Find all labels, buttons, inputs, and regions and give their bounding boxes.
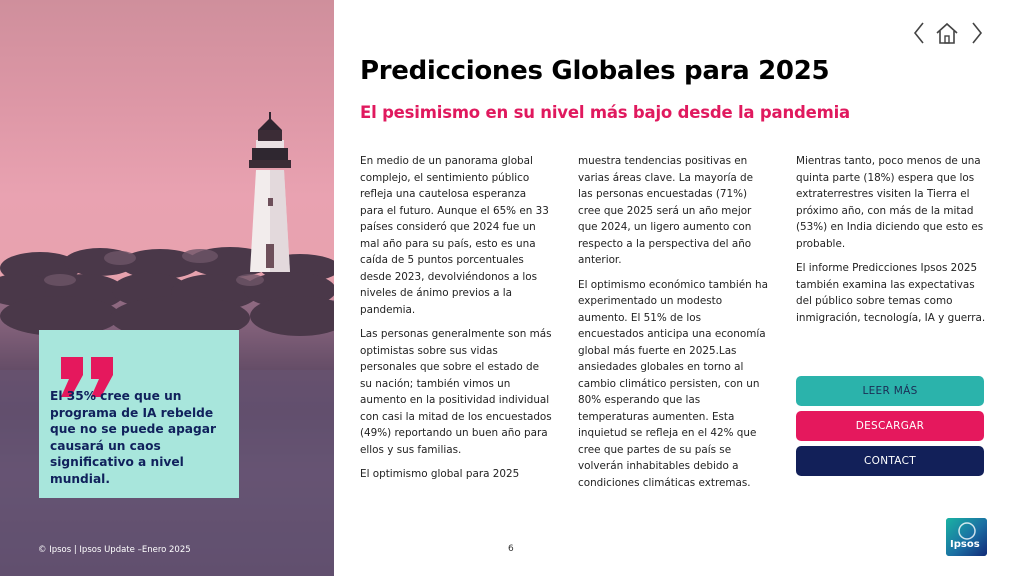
page-number: 6 xyxy=(508,544,514,554)
paragraph: Mientras tanto, poco menos de una quinta parte (18%) espera que los extraterrestres visiten la Tierra el próximo año, con más de la mitad (53%) en India diciendo que esto es probable. xyxy=(796,155,984,250)
logo-mark-icon xyxy=(946,518,987,556)
paragraph: En medio de un panorama global complejo, el sentimiento público refleja una cautelosa esperanza para el futuro. Aunque el 65% en 33 países consideró que 2024 fue un mal año para su país, esto es una caída de 5 puntos porcentuales desde 2023, devolviéndonos a los niveles de ánimo previos a la pandemia. xyxy=(360,155,549,316)
paragraph: El optimismo global para 2025 xyxy=(360,468,520,480)
body-column-3 xyxy=(796,153,988,334)
page-title: Predicciones Globales para 2025 xyxy=(360,56,830,86)
leer-mas-button[interactable]: LEER MÁS xyxy=(796,376,984,406)
body-column-2 xyxy=(578,153,770,499)
ipsos-logo xyxy=(946,518,987,556)
descargar-button[interactable]: DESCARGAR xyxy=(796,411,984,441)
chevron-right-icon xyxy=(970,21,984,45)
page-subtitle: El pesimismo en su nivel más bajo desde la pandemia xyxy=(360,103,850,122)
logo-text: Ipsos xyxy=(950,539,980,550)
quote-callout xyxy=(39,330,239,498)
quote-text: El 35% cree que un programa de IA rebelde que no se puede apagar causará un caos significativo a nivel mundial. xyxy=(50,389,216,486)
contact-button[interactable]: CONTACT xyxy=(796,446,984,476)
chevron-left-icon xyxy=(912,21,926,45)
home-icon xyxy=(935,21,959,45)
paragraph: El informe Predicciones Ipsos 2025 también examina las expectativas del público sobre temas como inmigración, tecnología, IA y guerra. xyxy=(796,262,986,324)
paragraph: Las personas generalmente son más optimistas sobre sus vidas personales que sobre el estado de su nación; también vimos un aumento en la positividad individual con casi la mitad de los encuestados (49%) reportando un buen año para ellos y sus familias. xyxy=(360,328,552,456)
next-button[interactable] xyxy=(964,20,990,46)
paragraph: muestra tendencias positivas en varias áreas clave. La mayoría de las personas encuestadas (71%) cree que 2025 será un año mejor que 2024, un ligero aumento con respecto a la perspectiva del año anterior. xyxy=(578,155,754,266)
copyright-text: © Ipsos | Ipsos Update –Enero 2025 xyxy=(38,545,191,555)
paragraph: El optimismo económico también ha experimentado un modesto aumento. El 51% de los encuestados anticipa una economía global más fuerte en 2025.Las ansiedades globales en torno al cambio climático persisten, con un 80% esperando que las temperaturas aumenten. Esta inquietud se refleja en el 42% que cree que partes de su país se volverán inhabitables debido a condiciones climáticas extremas. xyxy=(578,278,768,489)
home-button[interactable] xyxy=(933,20,961,46)
body-column-1 xyxy=(360,153,552,491)
prev-button[interactable] xyxy=(906,20,932,46)
